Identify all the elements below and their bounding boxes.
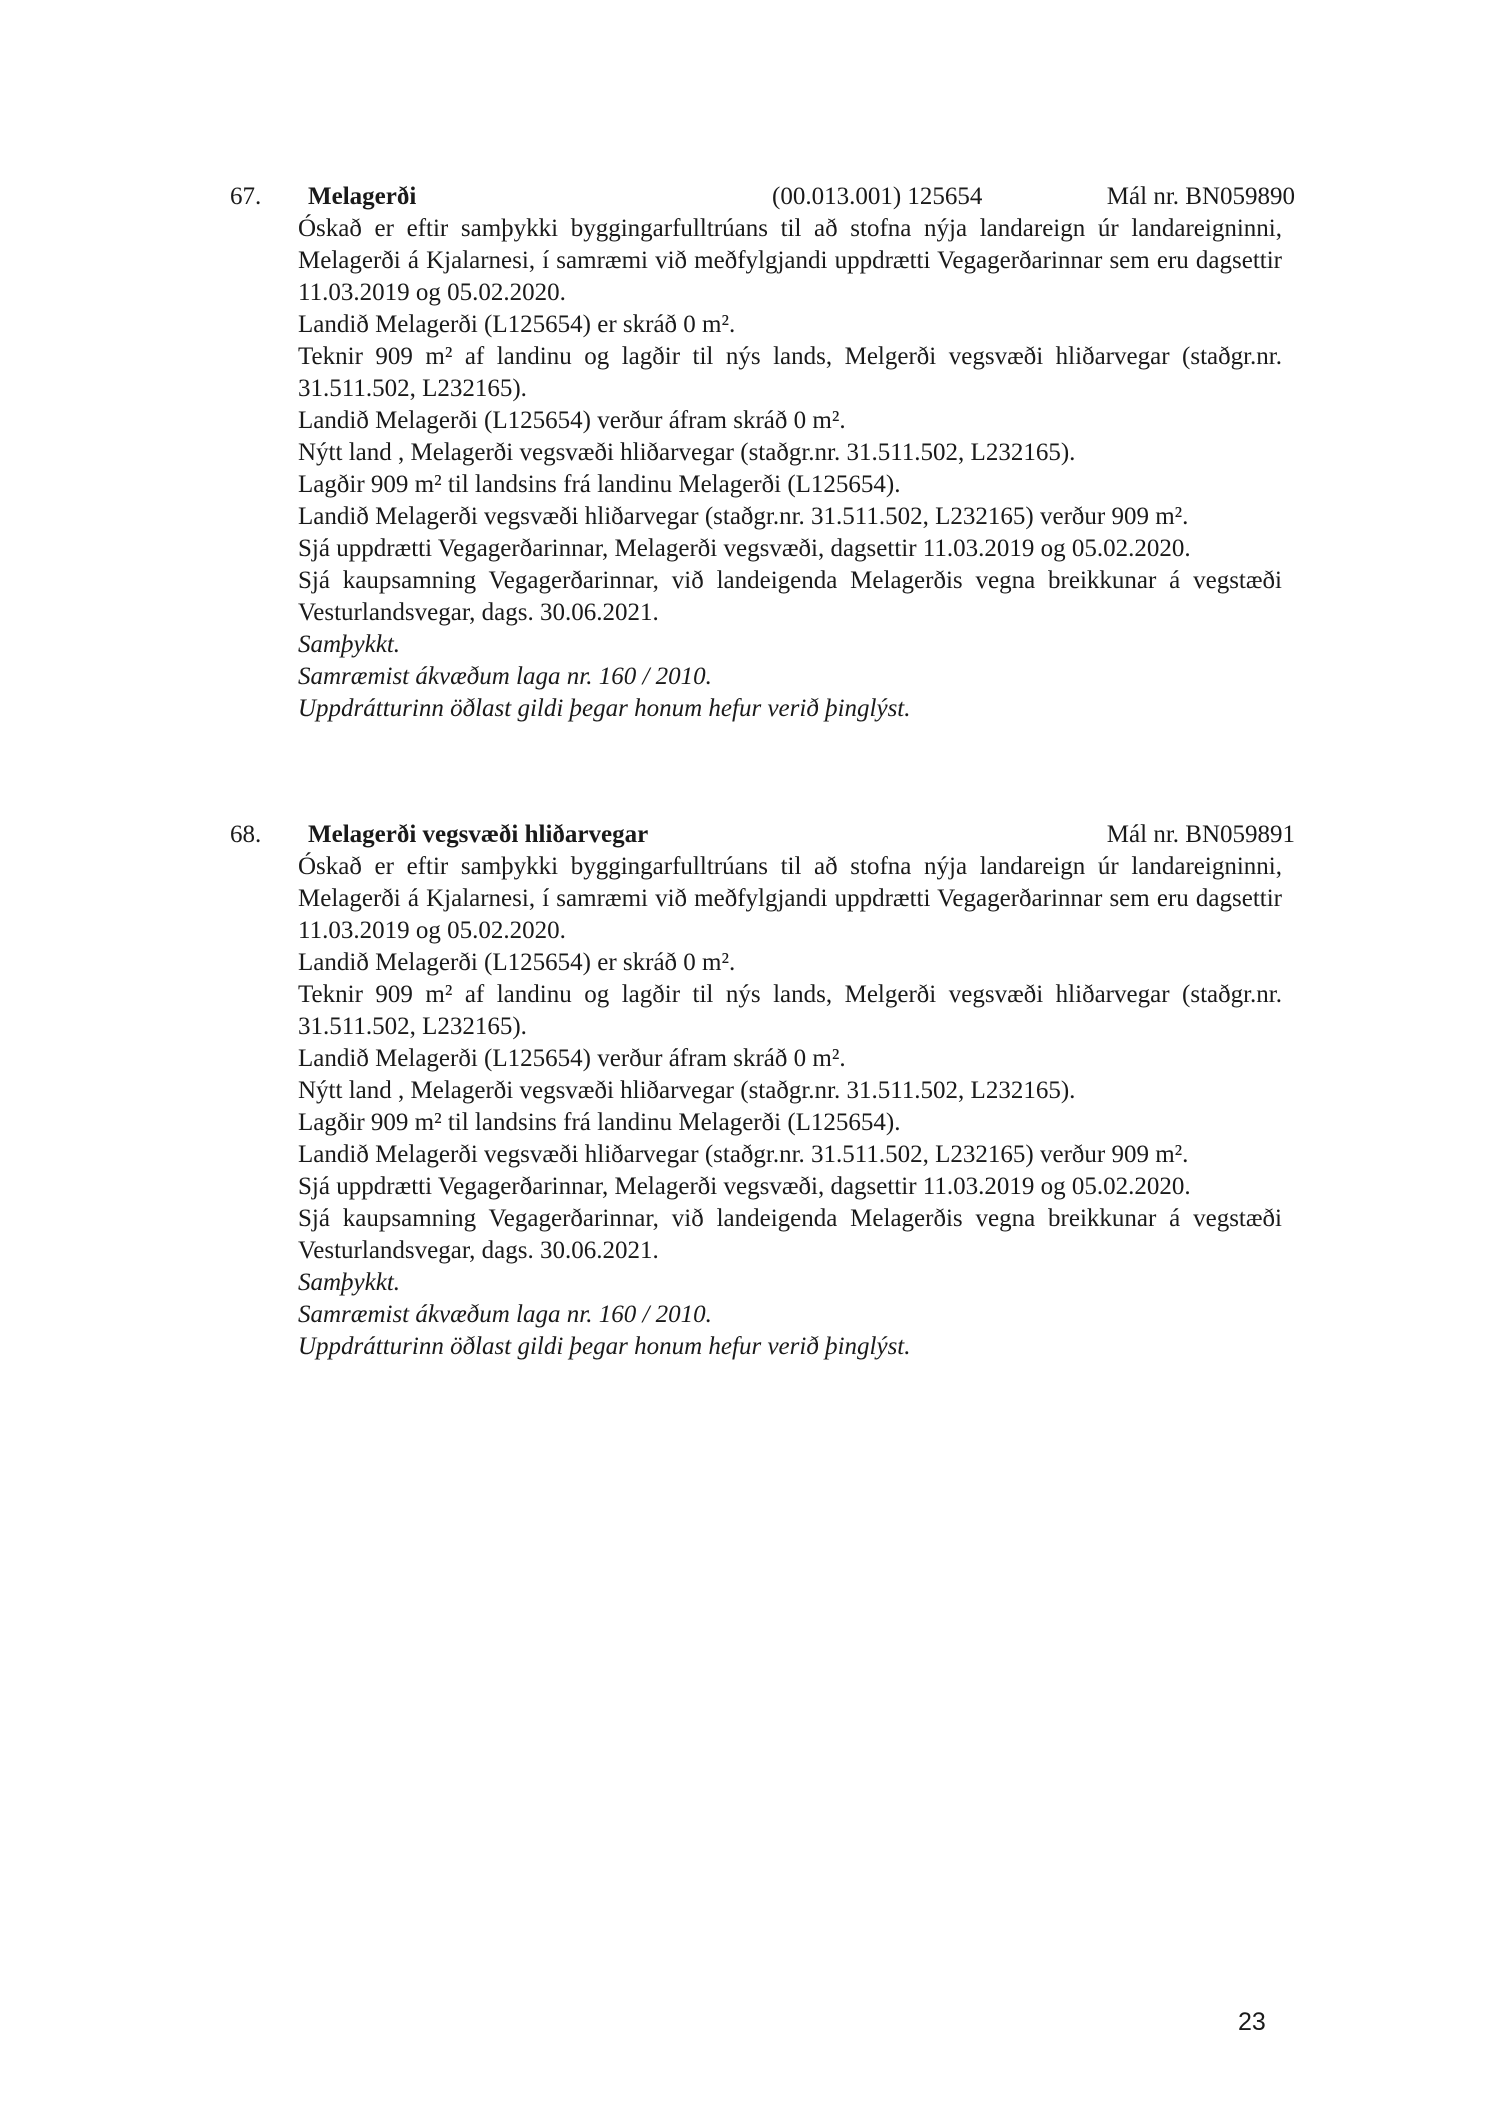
case-header	[230, 819, 1295, 851]
case-paragraph: Nýtt land , Melagerði vegsvæði hliðarvegar (staðgr.nr. 31.511.502, L232165).	[298, 439, 1076, 466]
case-decision: Samþykkt.	[298, 1269, 401, 1296]
case-decision: Samþykkt.	[298, 631, 401, 658]
case-paragraph: Landið Melagerði (L125654) er skráð 0 m².	[298, 311, 736, 338]
case-number-index: 67.	[230, 183, 262, 210]
case-paragraph: Sjá uppdrætti Vegagerðarinnar, Melagerði vegsvæði, dagsettir 11.03.2019 og 05.02.2020.	[298, 1173, 1191, 1200]
case-paragraph: Landið Melagerði vegsvæði hliðarvegar (staðgr.nr. 31.511.502, L232165) verður 909 m².	[298, 503, 1189, 530]
case-entry	[230, 181, 1295, 725]
case-law-reference: Samræmist ákvæðum laga nr. 160 / 2010.	[298, 1301, 712, 1328]
case-paragraph: Landið Melagerði (L125654) er skráð 0 m².	[298, 949, 736, 976]
case-paragraph: Sjá kaupsamning Vegagerðarinnar, við landeigenda Melagerðis vegna breikkunar á vegstæði Vesturlandsvegar, dags. 30.06.2021.	[298, 567, 1282, 626]
case-entry	[230, 819, 1295, 1363]
case-note: Uppdrátturinn öðlast gildi þegar honum hefur verið þinglýst.	[298, 695, 911, 722]
land-number: (00.013.001) 125654	[772, 183, 983, 210]
case-paragraph: Landið Melagerði vegsvæði hliðarvegar (staðgr.nr. 31.511.502, L232165) verður 909 m².	[298, 1141, 1189, 1168]
page-number: 23	[1238, 2008, 1266, 2036]
case-title: Melagerði vegsvæði hliðarvegar	[308, 821, 649, 848]
case-paragraph: Teknir 909 m² af landinu og lagðir til nýs lands, Melgerði vegsvæði hliðarvegar (staðgr.nr. 31.511.502, L232165).	[298, 343, 1282, 402]
case-paragraph: Óskað er eftir samþykki byggingarfulltrúans til að stofna nýja landareign úr landareigninni, Melagerði á Kjalarnesi, í samræmi við meðfylgjandi uppdrætti Vegagerðarinnar sem eru dagsettir 11.03.2019 og 05.02.2020.	[298, 853, 1282, 944]
case-number-index: 68.	[230, 821, 262, 848]
case-reference: Mál nr. BN059890	[1106, 183, 1295, 210]
case-paragraph: Landið Melagerði (L125654) verður áfram skráð 0 m².	[298, 1045, 846, 1072]
case-paragraph: Nýtt land , Melagerði vegsvæði hliðarvegar (staðgr.nr. 31.511.502, L232165).	[298, 1077, 1076, 1104]
case-header	[230, 181, 1295, 213]
case-paragraph: Landið Melagerði (L125654) verður áfram skráð 0 m².	[298, 407, 846, 434]
case-body	[298, 213, 1282, 725]
case-paragraph: Sjá uppdrætti Vegagerðarinnar, Melagerði vegsvæði, dagsettir 11.03.2019 og 05.02.2020.	[298, 535, 1191, 562]
case-law-reference: Samræmist ákvæðum laga nr. 160 / 2010.	[298, 663, 712, 690]
case-paragraph: Óskað er eftir samþykki byggingarfulltrúans til að stofna nýja landareign úr landareigninni, Melagerði á Kjalarnesi, í samræmi við meðfylgjandi uppdrætti Vegagerðarinnar sem eru dagsettir 11.03.2019 og 05.02.2020.	[298, 215, 1282, 306]
case-reference: Mál nr. BN059891	[1106, 821, 1295, 848]
case-paragraph: Teknir 909 m² af landinu og lagðir til nýs lands, Melgerði vegsvæði hliðarvegar (staðgr.nr. 31.511.502, L232165).	[298, 981, 1282, 1040]
case-title: Melagerði	[308, 183, 417, 210]
case-note: Uppdrátturinn öðlast gildi þegar honum hefur verið þinglýst.	[298, 1333, 911, 1360]
case-paragraph: Sjá kaupsamning Vegagerðarinnar, við landeigenda Melagerðis vegna breikkunar á vegstæði Vesturlandsvegar, dags. 30.06.2021.	[298, 1205, 1282, 1264]
case-paragraph: Lagðir 909 m² til landsins frá landinu Melagerði (L125654).	[298, 471, 901, 498]
case-body	[298, 851, 1282, 1363]
case-paragraph: Lagðir 909 m² til landsins frá landinu Melagerði (L125654).	[298, 1109, 901, 1136]
